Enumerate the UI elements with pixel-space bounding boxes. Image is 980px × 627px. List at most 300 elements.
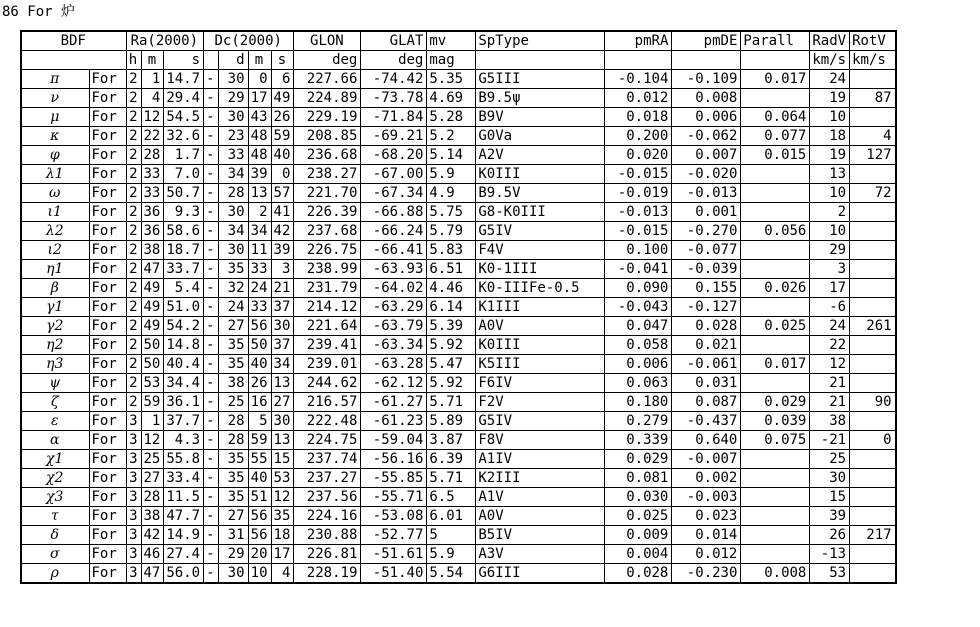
header-glat: GLAT (361, 31, 427, 51)
ra-seconds-cell: 54.2 (164, 317, 204, 336)
ra-seconds-cell: 50.7 (164, 184, 204, 203)
dec-degrees-cell: 30 (218, 564, 248, 584)
table-row (21, 526, 896, 545)
rotv-cell: 0 (850, 431, 896, 450)
glon-cell: 221.64 (294, 317, 361, 336)
dec-degrees-cell: 35 (218, 450, 248, 469)
table-row (21, 507, 896, 526)
pmra-cell: 0.180 (605, 393, 672, 412)
header-radv: RadV (810, 31, 850, 51)
rotv-cell (850, 279, 896, 298)
ra-hours-cell: 2 (126, 127, 141, 146)
parallax-cell (741, 469, 810, 488)
table-row (21, 260, 896, 279)
dec-minutes-cell: 11 (248, 241, 271, 260)
table-row (21, 412, 896, 431)
table-row (21, 203, 896, 222)
magnitude-cell: 6.39 (427, 450, 476, 469)
parallax-cell: 0.029 (741, 393, 810, 412)
dec-degrees-cell: 24 (218, 298, 248, 317)
ra-minutes-cell: 46 (141, 545, 164, 564)
magnitude-cell: 6.5 (427, 488, 476, 507)
ra-seconds-cell: 36.1 (164, 393, 204, 412)
ra-minutes-cell: 1 (141, 412, 164, 431)
glat-cell: -71.84 (361, 108, 427, 127)
ra-seconds-cell: 7.0 (164, 165, 204, 184)
ra-minutes-cell: 33 (141, 165, 164, 184)
pmra-cell: 0.058 (605, 336, 672, 355)
dec-seconds-cell: 53 (271, 469, 294, 488)
rotv-cell: 4 (850, 127, 896, 146)
dec-minutes-cell: 56 (248, 507, 271, 526)
magnitude-cell: 5.89 (427, 412, 476, 431)
ra-hours-cell: 2 (126, 203, 141, 222)
pmde-cell: -0.270 (672, 222, 741, 241)
dec-minutes-cell: 59 (248, 431, 271, 450)
ra-seconds-cell: 33.7 (164, 260, 204, 279)
header-parall: Parall (741, 31, 810, 51)
magnitude-cell: 5.79 (427, 222, 476, 241)
ra-hours-cell: 3 (126, 507, 141, 526)
table-row (21, 222, 896, 241)
constellation-cell: For (89, 260, 126, 279)
pmra-cell: 0.009 (605, 526, 672, 545)
ra-seconds-cell: 51.0 (164, 298, 204, 317)
radv-cell: 19 (810, 89, 850, 108)
constellation-cell: For (89, 507, 126, 526)
header-row (21, 31, 896, 51)
glon-cell: 226.75 (294, 241, 361, 260)
header-dc: Dc(2000) (204, 31, 294, 51)
ra-seconds-cell: 18.7 (164, 241, 204, 260)
rotv-cell (850, 488, 896, 507)
pmra-cell: -0.041 (605, 260, 672, 279)
ra-seconds-cell: 14.8 (164, 336, 204, 355)
dec-seconds-cell: 59 (271, 127, 294, 146)
pmde-cell: -0.061 (672, 355, 741, 374)
ra-hours-cell: 3 (126, 545, 141, 564)
bayer-designation: σ (21, 545, 89, 564)
bayer-designation: ζ (21, 393, 89, 412)
dec-sign-cell: - (204, 545, 218, 564)
dec-seconds-cell: 26 (271, 108, 294, 127)
bayer-designation: λ2 (21, 222, 89, 241)
ra-seconds-cell: 40.4 (164, 355, 204, 374)
unit-glon: deg (294, 51, 361, 70)
glat-cell: -53.08 (361, 507, 427, 526)
parallax-cell: 0.017 (741, 70, 810, 89)
table-row (21, 564, 896, 584)
radv-cell: 15 (810, 488, 850, 507)
parallax-cell (741, 374, 810, 393)
dec-minutes-cell: 33 (248, 298, 271, 317)
ra-hours-cell: 2 (126, 279, 141, 298)
magnitude-cell: 5.9 (427, 545, 476, 564)
constellation-cell: For (89, 127, 126, 146)
dec-minutes-cell: 40 (248, 469, 271, 488)
constellation-cell: For (89, 165, 126, 184)
parallax-cell (741, 241, 810, 260)
ra-seconds-cell: 56.0 (164, 564, 204, 584)
glat-cell: -68.20 (361, 146, 427, 165)
dec-degrees-cell: 35 (218, 260, 248, 279)
dec-degrees-cell: 27 (218, 507, 248, 526)
rotv-cell: 127 (850, 146, 896, 165)
magnitude-cell: 3.87 (427, 431, 476, 450)
glat-cell: -66.88 (361, 203, 427, 222)
magnitude-cell: 4.69 (427, 89, 476, 108)
dec-degrees-cell: 30 (218, 241, 248, 260)
rotv-cell (850, 564, 896, 584)
dec-sign-cell: - (204, 127, 218, 146)
pmra-cell: -0.015 (605, 165, 672, 184)
constellation-cell: For (89, 545, 126, 564)
dec-seconds-cell: 27 (271, 393, 294, 412)
ra-minutes-cell: 27 (141, 469, 164, 488)
glat-cell: -62.12 (361, 374, 427, 393)
sptype-cell: G8-K0III (476, 203, 605, 222)
radv-cell: 21 (810, 374, 850, 393)
ra-hours-cell: 2 (126, 374, 141, 393)
dec-sign-cell: - (204, 108, 218, 127)
glon-cell: 221.70 (294, 184, 361, 203)
dec-minutes-cell: 5 (248, 412, 271, 431)
unit-pmde (672, 51, 741, 70)
constellation-cell: For (89, 241, 126, 260)
glat-cell: -56.16 (361, 450, 427, 469)
dec-degrees-cell: 35 (218, 355, 248, 374)
dec-seconds-cell: 30 (271, 317, 294, 336)
glon-cell: 222.48 (294, 412, 361, 431)
radv-cell: 10 (810, 108, 850, 127)
radv-cell: 21 (810, 393, 850, 412)
parallax-cell (741, 184, 810, 203)
constellation-cell: For (89, 355, 126, 374)
ra-seconds-cell: 5.4 (164, 279, 204, 298)
glat-cell: -73.78 (361, 89, 427, 108)
ra-hours-cell: 2 (126, 317, 141, 336)
radv-cell: 29 (810, 241, 850, 260)
dec-degrees-cell: 35 (218, 469, 248, 488)
rotv-cell (850, 298, 896, 317)
bayer-designation: η3 (21, 355, 89, 374)
glat-cell: -67.00 (361, 165, 427, 184)
radv-cell: 18 (810, 127, 850, 146)
sptype-cell: B9.5V (476, 184, 605, 203)
dec-seconds-cell: 21 (271, 279, 294, 298)
pmra-cell: 0.020 (605, 146, 672, 165)
ra-hours-cell: 2 (126, 336, 141, 355)
bayer-designation: γ2 (21, 317, 89, 336)
sptype-cell: B9V (476, 108, 605, 127)
sptype-cell: B5IV (476, 526, 605, 545)
dec-minutes-cell: 48 (248, 146, 271, 165)
table-row (21, 146, 896, 165)
sptype-cell: K0III (476, 165, 605, 184)
magnitude-cell: 5.92 (427, 374, 476, 393)
glon-cell: 230.88 (294, 526, 361, 545)
header-mv: mv (427, 31, 476, 51)
dec-degrees-cell: 23 (218, 127, 248, 146)
dec-degrees-cell: 35 (218, 488, 248, 507)
ra-seconds-cell: 14.7 (164, 70, 204, 89)
radv-cell: 24 (810, 70, 850, 89)
dec-minutes-cell: 16 (248, 393, 271, 412)
glat-cell: -66.24 (361, 222, 427, 241)
glat-cell: -63.79 (361, 317, 427, 336)
dec-minutes-cell: 0 (248, 70, 271, 89)
dec-seconds-cell: 34 (271, 355, 294, 374)
ra-hours-cell: 3 (126, 412, 141, 431)
parallax-cell (741, 165, 810, 184)
bayer-designation: γ1 (21, 298, 89, 317)
pmra-cell: 0.279 (605, 412, 672, 431)
parallax-cell (741, 507, 810, 526)
bayer-designation: μ (21, 108, 89, 127)
dec-minutes-cell: 2 (248, 203, 271, 222)
ra-hours-cell: 2 (126, 298, 141, 317)
magnitude-cell: 5.47 (427, 355, 476, 374)
constellation-cell: For (89, 146, 126, 165)
constellation-cell: For (89, 279, 126, 298)
rotv-cell (850, 203, 896, 222)
dec-minutes-cell: 51 (248, 488, 271, 507)
sptype-cell: K0III (476, 336, 605, 355)
glat-cell: -66.41 (361, 241, 427, 260)
sptype-cell: K0-IIIFe-0.5 (476, 279, 605, 298)
pmde-cell: -0.109 (672, 70, 741, 89)
header-pmde: pmDE (672, 31, 741, 51)
dec-sign-cell: - (204, 89, 218, 108)
dec-sign-cell: - (204, 526, 218, 545)
dec-seconds-cell: 13 (271, 431, 294, 450)
ra-seconds-cell: 58.6 (164, 222, 204, 241)
glat-cell: -61.27 (361, 393, 427, 412)
dec-degrees-cell: 30 (218, 203, 248, 222)
parallax-cell (741, 336, 810, 355)
magnitude-cell: 6.51 (427, 260, 476, 279)
sptype-cell: G5III (476, 70, 605, 89)
sptype-cell: A0V (476, 507, 605, 526)
magnitude-cell: 5.39 (427, 317, 476, 336)
radv-cell: 12 (810, 355, 850, 374)
dec-seconds-cell: 35 (271, 507, 294, 526)
ra-hours-cell: 2 (126, 355, 141, 374)
constellation-cell: For (89, 526, 126, 545)
header-glon: GLON (294, 31, 361, 51)
ra-minutes-cell: 49 (141, 279, 164, 298)
radv-cell: 10 (810, 184, 850, 203)
parallax-cell (741, 526, 810, 545)
ra-seconds-cell: 55.8 (164, 450, 204, 469)
sptype-cell: G5IV (476, 222, 605, 241)
ra-seconds-cell: 33.4 (164, 469, 204, 488)
dec-minutes-cell: 13 (248, 184, 271, 203)
glon-cell: 237.74 (294, 450, 361, 469)
bayer-designation: ω (21, 184, 89, 203)
sptype-cell: K1III (476, 298, 605, 317)
unit-dc-d: d (218, 51, 248, 70)
glon-cell: 239.41 (294, 336, 361, 355)
pmde-cell: 0.002 (672, 469, 741, 488)
pmra-cell: 0.006 (605, 355, 672, 374)
sptype-cell: K2III (476, 469, 605, 488)
bayer-designation: φ (21, 146, 89, 165)
ra-hours-cell: 2 (126, 146, 141, 165)
ra-hours-cell: 2 (126, 260, 141, 279)
bayer-designation: χ1 (21, 450, 89, 469)
dec-sign-cell: - (204, 222, 218, 241)
magnitude-cell: 5.35 (427, 70, 476, 89)
dec-sign-cell: - (204, 564, 218, 584)
dec-degrees-cell: 31 (218, 526, 248, 545)
dec-seconds-cell: 37 (271, 298, 294, 317)
dec-seconds-cell: 30 (271, 412, 294, 431)
ra-hours-cell: 2 (126, 222, 141, 241)
constellation-cell: For (89, 450, 126, 469)
dec-degrees-cell: 28 (218, 184, 248, 203)
dec-seconds-cell: 42 (271, 222, 294, 241)
unit-pmra (605, 51, 672, 70)
glon-cell: 238.27 (294, 165, 361, 184)
parallax-cell (741, 298, 810, 317)
constellation-cell: For (89, 564, 126, 584)
sptype-cell: A0V (476, 317, 605, 336)
dec-sign-cell: - (204, 241, 218, 260)
glon-cell: 224.16 (294, 507, 361, 526)
ra-hours-cell: 3 (126, 488, 141, 507)
parallax-cell: 0.015 (741, 146, 810, 165)
sptype-cell: A1IV (476, 450, 605, 469)
ra-minutes-cell: 42 (141, 526, 164, 545)
constellation-cell: For (89, 222, 126, 241)
glat-cell: -55.85 (361, 469, 427, 488)
parallax-cell (741, 203, 810, 222)
dec-minutes-cell: 48 (248, 127, 271, 146)
table-row (21, 545, 896, 564)
pmde-cell: 0.012 (672, 545, 741, 564)
pmde-cell: 0.007 (672, 146, 741, 165)
bayer-designation: ψ (21, 374, 89, 393)
glon-cell: 216.57 (294, 393, 361, 412)
header-pmra: pmRA (605, 31, 672, 51)
pmra-cell: 0.100 (605, 241, 672, 260)
glon-cell: 227.66 (294, 70, 361, 89)
constellation-cell: For (89, 469, 126, 488)
dec-sign-cell: - (204, 146, 218, 165)
dec-minutes-cell: 56 (248, 526, 271, 545)
dec-seconds-cell: 49 (271, 89, 294, 108)
glat-cell: -61.23 (361, 412, 427, 431)
rotv-cell: 87 (850, 89, 896, 108)
ra-minutes-cell: 33 (141, 184, 164, 203)
glat-cell: -63.28 (361, 355, 427, 374)
pmde-cell: 0.021 (672, 336, 741, 355)
bayer-designation: λ1 (21, 165, 89, 184)
dec-seconds-cell: 12 (271, 488, 294, 507)
glon-cell: 237.68 (294, 222, 361, 241)
glon-cell: 226.81 (294, 545, 361, 564)
pmra-cell: 0.047 (605, 317, 672, 336)
magnitude-cell: 5.2 (427, 127, 476, 146)
ra-hours-cell: 2 (126, 70, 141, 89)
constellation-cell: For (89, 336, 126, 355)
sptype-cell: A1V (476, 488, 605, 507)
bayer-designation: χ3 (21, 488, 89, 507)
unit-sptype (476, 51, 605, 70)
bayer-designation: η1 (21, 260, 89, 279)
magnitude-cell: 5.92 (427, 336, 476, 355)
rotv-cell (850, 241, 896, 260)
dec-minutes-cell: 43 (248, 108, 271, 127)
ra-seconds-cell: 9.3 (164, 203, 204, 222)
ra-minutes-cell: 59 (141, 393, 164, 412)
bayer-designation: ι1 (21, 203, 89, 222)
constellation-cell: For (89, 70, 126, 89)
pmde-cell: -0.020 (672, 165, 741, 184)
pmde-cell: -0.003 (672, 488, 741, 507)
magnitude-cell: 4.9 (427, 184, 476, 203)
bayer-designation: τ (21, 507, 89, 526)
ra-minutes-cell: 47 (141, 260, 164, 279)
rotv-cell (850, 412, 896, 431)
ra-minutes-cell: 53 (141, 374, 164, 393)
constellation-cell: For (89, 298, 126, 317)
dec-degrees-cell: 25 (218, 393, 248, 412)
pmra-cell: 0.090 (605, 279, 672, 298)
ra-seconds-cell: 4.3 (164, 431, 204, 450)
bayer-designation: δ (21, 526, 89, 545)
dec-degrees-cell: 34 (218, 222, 248, 241)
table-row (21, 127, 896, 146)
magnitude-cell: 5.83 (427, 241, 476, 260)
glon-cell: 228.19 (294, 564, 361, 584)
table-row (21, 279, 896, 298)
parallax-cell: 0.056 (741, 222, 810, 241)
dec-seconds-cell: 4 (271, 564, 294, 584)
bayer-designation: α (21, 431, 89, 450)
dec-seconds-cell: 57 (271, 184, 294, 203)
sptype-cell: B9.5ψ (476, 89, 605, 108)
glat-cell: -51.61 (361, 545, 427, 564)
glon-cell: 224.75 (294, 431, 361, 450)
table-row (21, 336, 896, 355)
rotv-cell (850, 222, 896, 241)
pmde-cell: -0.127 (672, 298, 741, 317)
unit-ra-h: h (126, 51, 141, 70)
dec-degrees-cell: 30 (218, 108, 248, 127)
dec-sign-cell: - (204, 355, 218, 374)
pmra-cell: 0.004 (605, 545, 672, 564)
pmra-cell: -0.019 (605, 184, 672, 203)
constellation-cell: For (89, 393, 126, 412)
radv-cell: 53 (810, 564, 850, 584)
ra-minutes-cell: 28 (141, 488, 164, 507)
dec-sign-cell: - (204, 469, 218, 488)
ra-seconds-cell: 1.7 (164, 146, 204, 165)
ra-hours-cell: 2 (126, 241, 141, 260)
radv-cell: 13 (810, 165, 850, 184)
constellation-cell: For (89, 488, 126, 507)
pmde-cell: -0.062 (672, 127, 741, 146)
dec-degrees-cell: 28 (218, 412, 248, 431)
header-ra: Ra(2000) (126, 31, 204, 51)
ra-minutes-cell: 38 (141, 507, 164, 526)
magnitude-cell: 5.28 (427, 108, 476, 127)
ra-hours-cell: 2 (126, 184, 141, 203)
sptype-cell: K5III (476, 355, 605, 374)
rotv-cell: 217 (850, 526, 896, 545)
